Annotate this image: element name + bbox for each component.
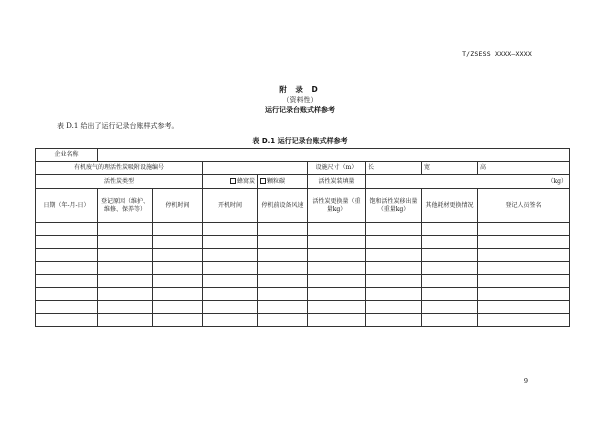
table-cell[interactable] bbox=[308, 314, 366, 327]
table-cell[interactable] bbox=[153, 301, 203, 314]
table-cell[interactable] bbox=[36, 223, 98, 236]
appendix-nature: （资料性） bbox=[282, 96, 318, 104]
table-cell[interactable] bbox=[258, 236, 308, 249]
table-cell[interactable] bbox=[422, 262, 478, 275]
table-cell[interactable] bbox=[478, 236, 570, 249]
facility-row bbox=[36, 162, 570, 175]
granular-label: 颗粒碳 bbox=[267, 177, 286, 185]
table-cell[interactable] bbox=[308, 288, 366, 301]
granular-checkbox-icon[interactable] bbox=[260, 178, 266, 184]
table-cell[interactable] bbox=[98, 275, 153, 288]
table-cell[interactable] bbox=[258, 314, 308, 327]
table-row bbox=[36, 275, 570, 288]
facility-size-label: 设施尺寸（m） bbox=[308, 162, 366, 175]
table-cell[interactable] bbox=[366, 275, 422, 288]
table-cell[interactable] bbox=[366, 301, 422, 314]
table-cell[interactable] bbox=[98, 223, 153, 236]
col-start-time: 开机时间 bbox=[203, 189, 258, 223]
option-granular[interactable] bbox=[258, 175, 308, 189]
table-cell[interactable] bbox=[308, 223, 366, 236]
table-row bbox=[36, 249, 570, 262]
page-number: 9 bbox=[523, 377, 528, 385]
col-reason: 登记原因（维护、维修、保养等） bbox=[98, 189, 153, 223]
table-cell[interactable] bbox=[153, 223, 203, 236]
table-cell[interactable] bbox=[258, 275, 308, 288]
table-row bbox=[36, 314, 570, 327]
intro-text: 表 D.1 给出了运行记录台账样式参考。 bbox=[57, 122, 179, 130]
table-row bbox=[36, 223, 570, 236]
option-honeycomb[interactable] bbox=[203, 175, 258, 189]
honeycomb-checkbox-icon[interactable] bbox=[230, 178, 236, 184]
table-cell[interactable] bbox=[478, 223, 570, 236]
table-cell[interactable] bbox=[98, 249, 153, 262]
table-cell[interactable] bbox=[308, 301, 366, 314]
appendix-title: 附 录 D bbox=[279, 85, 321, 94]
table-cell[interactable] bbox=[478, 314, 570, 327]
width-label: 宽 bbox=[422, 162, 478, 175]
table-cell[interactable] bbox=[98, 314, 153, 327]
table-cell[interactable] bbox=[422, 223, 478, 236]
facility-number-label: 有机废气的理活性炭吸附设施编号 bbox=[36, 162, 203, 175]
table-cell[interactable] bbox=[36, 301, 98, 314]
table-cell[interactable] bbox=[308, 236, 366, 249]
table-cell[interactable] bbox=[308, 249, 366, 262]
carbon-fill-label: 活性炭装填量 bbox=[308, 175, 366, 189]
length-label: 长 bbox=[366, 162, 422, 175]
table-row bbox=[36, 288, 570, 301]
table-cell[interactable] bbox=[36, 275, 98, 288]
carbon-type-row bbox=[36, 175, 570, 189]
table-cell[interactable] bbox=[153, 249, 203, 262]
company-name-value bbox=[98, 149, 570, 162]
carbon-fill-unit: （kg） bbox=[366, 175, 570, 189]
table-row bbox=[36, 301, 570, 314]
table-cell[interactable] bbox=[203, 275, 258, 288]
carbon-type-label: 活性炭类型 bbox=[36, 175, 203, 189]
table-cell[interactable] bbox=[366, 236, 422, 249]
table-cell[interactable] bbox=[153, 314, 203, 327]
facility-number-value bbox=[203, 162, 308, 175]
table-cell[interactable] bbox=[258, 223, 308, 236]
table-cell[interactable] bbox=[258, 262, 308, 275]
table-cell[interactable] bbox=[258, 301, 308, 314]
column-header-row bbox=[36, 189, 570, 223]
table-cell[interactable] bbox=[203, 288, 258, 301]
table-cell[interactable] bbox=[203, 236, 258, 249]
table-cell[interactable] bbox=[422, 288, 478, 301]
table-cell[interactable] bbox=[203, 223, 258, 236]
table-cell[interactable] bbox=[258, 288, 308, 301]
table-cell[interactable] bbox=[422, 249, 478, 262]
table-cell[interactable] bbox=[366, 249, 422, 262]
table-caption: 表 D.1 运行记录台账式样参考 bbox=[252, 137, 348, 145]
table-cell[interactable] bbox=[366, 262, 422, 275]
col-other-consumables: 其他耗材更换情况 bbox=[422, 189, 478, 223]
company-name-label: 企业名称 bbox=[36, 149, 98, 162]
table-cell[interactable] bbox=[203, 249, 258, 262]
table-cell[interactable] bbox=[478, 301, 570, 314]
table-cell[interactable] bbox=[203, 301, 258, 314]
table-cell[interactable] bbox=[308, 262, 366, 275]
table-cell[interactable] bbox=[478, 262, 570, 275]
table-cell[interactable] bbox=[422, 314, 478, 327]
table-cell[interactable] bbox=[153, 288, 203, 301]
col-date: 日期（年-月-日） bbox=[36, 189, 98, 223]
table-row bbox=[36, 236, 570, 249]
table-cell[interactable] bbox=[366, 223, 422, 236]
table-cell[interactable] bbox=[258, 249, 308, 262]
table-cell[interactable] bbox=[98, 301, 153, 314]
operation-ledger-table bbox=[35, 148, 570, 327]
col-wind-speed: 停机前设备风速 bbox=[258, 189, 308, 223]
table-cell[interactable] bbox=[153, 236, 203, 249]
table-cell[interactable] bbox=[203, 262, 258, 275]
col-stop-time: 停机时间 bbox=[153, 189, 203, 223]
table-cell[interactable] bbox=[36, 314, 98, 327]
table-cell[interactable] bbox=[36, 236, 98, 249]
honeycomb-label: 蜂窝炭 bbox=[236, 177, 255, 185]
standard-code: T/ZSESS XXXX—XXXX bbox=[462, 50, 532, 58]
table-cell[interactable] bbox=[36, 288, 98, 301]
table-cell[interactable] bbox=[478, 288, 570, 301]
table-cell[interactable] bbox=[98, 262, 153, 275]
table-cell[interactable] bbox=[203, 314, 258, 327]
col-signature: 登记人员签名 bbox=[478, 189, 570, 223]
table-cell[interactable] bbox=[153, 262, 203, 275]
table-cell[interactable] bbox=[36, 262, 98, 275]
table-cell[interactable] bbox=[478, 275, 570, 288]
table-cell[interactable] bbox=[366, 288, 422, 301]
table-cell[interactable] bbox=[422, 275, 478, 288]
table-cell[interactable] bbox=[422, 236, 478, 249]
table-cell[interactable] bbox=[36, 249, 98, 262]
table-cell[interactable] bbox=[98, 288, 153, 301]
appendix-subtitle: 运行记录台账式样参考 bbox=[265, 106, 335, 114]
company-row bbox=[36, 149, 570, 162]
height-label: 高 bbox=[478, 162, 570, 175]
table-cell[interactable] bbox=[153, 275, 203, 288]
table-cell[interactable] bbox=[98, 236, 153, 249]
table-cell[interactable] bbox=[478, 249, 570, 262]
table-cell[interactable] bbox=[366, 314, 422, 327]
table-cell[interactable] bbox=[422, 301, 478, 314]
table-cell[interactable] bbox=[308, 275, 366, 288]
col-saturated-removed: 饱和活性炭移出量（重量kg） bbox=[366, 189, 422, 223]
col-carbon-replaced: 活性炭更换量（重量kg） bbox=[308, 189, 366, 223]
table-row bbox=[36, 262, 570, 275]
